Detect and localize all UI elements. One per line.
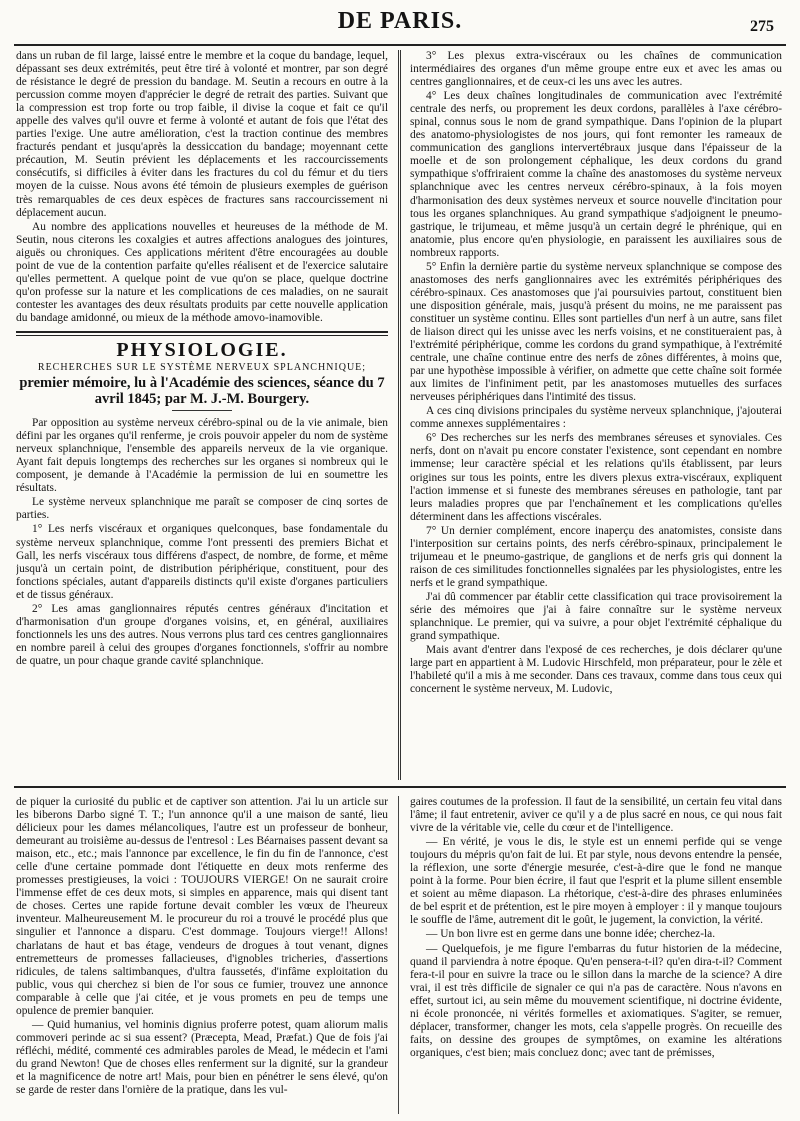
column-1 (16, 50, 388, 778)
paragraph: — Quid humanius, vel hominis dignius proferre potest, quam aliorum malis commoveri perinde ac si sua essent? (Præcepta, Mead, Præfat.) Que de fois j'ai réfléchi, médité, commenté ces admirables paroles de Mead, le médecin et l'ami du grand Newton! Que de choses elles renferment sur la dignité, sur la grandeur et la magnificence de notre art! Mais, pour bien en pénétrer le sens élevé, qu'on se garde de rester dans l'ornière de la pratique, dans les vul- (16, 1018, 388, 1097)
paragraph: gaires coutumes de la profession. Il faut de la sensibilité, un certain feu vital dans l'âme; il faut entretenir, aviver ce qu'il y a de plus sacré en nous, ce qui nous fait vivre de la véritable vie, celle du cœur et de l'intelligence. (410, 796, 782, 835)
header-rule (14, 44, 786, 46)
feuilleton-separator (398, 796, 399, 1114)
section-divider (16, 331, 388, 336)
paragraph: 3° Les plexus extra-viscéraux ou les chaînes de communication intermédiaires des organes d'un même groupe entre eux et avec les amas ou centres ganglionnaires, et de ceux-ci les uns avec les autres. (410, 50, 782, 89)
paragraph: — Un bon livre est en germe dans une bonne idée; cherchez-la. (426, 928, 716, 941)
paragraph: — En vérité, je vous le dis, le style est un ennemi perfide qui se venge toujours du mépris qu'on fait de lui. Et par style, nous devons entendre la pensée, la réflexion, une sorte d'énergie mesurée, c'est-à-dire que le fond ne manque point à la forme. Pour bien écrire, il faut que l'esprit et la plume sillent ensemble et soient au même diapason. La rhétorique, c'est-à-dire des phrases enluminées de bel esprit et de prétention, est le pire moyen à employer : il y manque toujours le souffle de l'âme, autrement dit le goût, le jugement, la conviction, la vérité. (410, 836, 782, 927)
paragraph: Mais avant d'entrer dans l'exposé de ces recherches, je dois déclarer qu'une large part en appartient à M. Ludovic Hirschfeld, mon préparateur, pour le zèle et l'habileté qu'il a mis à me seconder. Dans ces travaux, comme dans tous ceux qui concernent le système nerveux, M. Ludovic, (410, 644, 782, 696)
masthead: DE PARIS. (337, 8, 463, 34)
paragraph: Au nombre des applications nouvelles et heureuses de la méthode de M. Seutin, nous citerons les coxalgies et autres affections analogues des jointures, aiguës ou chroniques. Ces applications méritent d'être encouragées au double point de vue de la contention parfaite qu'elles réalisent et de l'exercice salutaire qu'elles permettent. A quelque point de vue qu'on se place, quelque doctrine qu'on professe sur la nature et les complications de ces maladies, on ne saurait contester les avantages des deux résultats produits par cette nouvelle application du bandage amidonné, ou mieux de la méthode amovo-inamovible. (16, 220, 388, 324)
feuilleton-column-2 (410, 796, 782, 1112)
paragraph: dans un ruban de fil large, laissé entre le membre et la coque du bandage, lequel, dépassant ses deux extrémités, peut être tiré à volonté et montrer, par son degré de résistance le degré de pression du bandage. M. Seutin a recours en outre à la percussion comme moyen d'apprécier le degré de retrait des parties. Suivant que la compression est trop forte ou trop faible, il divise la coque et fait ce qu'il appelle des valves qu'il ouvre et ferme à volonté et autant de fois que l'état des parties l'exige. Une autre amélioration, c'est la traction continue des membres fracturés pendant et jusqu'après la dessiccation du bandage; moyennant cette précaution, M. Seutin prévient les déplacements et les raccourcissements consécutifs, si difficiles à éviter dans les fractures du col du fémur et du tiers moyen de la cuisse. Nous avons été témoin de plusieurs exemples de guérison très remarquables de ces deux espèces de fractures sans raccourcissement ni déplacement aucun. (16, 50, 388, 219)
article-title: premier mémoire, lu à l'Académie des sciences, séance du 7 avril 1845; par M. J.-M. Bourgery. (19, 375, 385, 408)
paragraph: 6° Des recherches sur les nerfs des membranes séreuses et synoviales. Ces nerfs, dont on n'avait pu encore constater l'existence, sont cependant en nombre immense; leur caractère spécial et les relations qu'ils établissent, par leurs origines sur tous les points, entre les divers plexus extra-viscéraux, expliquent l'action immense et si funeste des membranes séreuses en pathologie, tant par leurs maladies propres que par l'enchaînement et les complications qu'elles déterminent dans les affections viscérales. (410, 432, 782, 523)
paragraph: Par opposition au système nerveux cérébro-spinal ou de la vie animale, bien défini par les organes qu'il renferme, je crois pouvoir appeler du nom de système nerveux splanchnique, l'ensemble des appareils nerveux de la vie organique. Ayant fait depuis longtemps des recherches sur les organes si nombreux qui le composent, je demande à l'Académie la permission de lui en soumettre les résultats. (16, 417, 388, 495)
paragraph: 2° Les amas ganglionnaires réputés centres généraux d'incitation et d'harmonisation d'un groupe d'organes voisins, et, en général, auxiliaires fonctionnels les uns des autres. Nous verrons plus tard ces centres ganglionnaires en nombre pareil à celui des groupes d'organes fonctionnels, s'offrir au nombre de quatre, un pour chaque grande cavité splanchnique. (16, 602, 388, 667)
feuilleton-rule (14, 786, 786, 788)
article-subtitle: RECHERCHES SUR LE SYSTÈME NERVEUX SPLANCHNIQUE; (37, 362, 367, 374)
paragraph: 7° Un dernier complément, encore inaperçu des anatomistes, consiste dans l'interposition sur certains points, des nerfs cérébro-spinaux, principalement le trijumeau et le pneumo-gastrique, de ganglions et de nerfs gris qui donnent la raison de ces similitudes fonctionnelles signalées par les physiologistes, entre les nerfs et le grand sympathique. (410, 524, 782, 589)
paragraph: 4° Les deux chaînes longitudinales de communication avec l'extrémité centrale des nerfs, ou proprement les deux cordons, parallèles à l'axe cérébro-spinal, connus sous le nom de grand sympathique. Dans l'opinion de la plupart des anatomo-physiologistes de nos jours, qui font remonter les rameaux de communication des ganglions intervertébraux jusque dans l'épaisseur de la moelle et de son prolongement céphalique, les deux cordons du grand sympathique s'offriraient comme la chaîne des anastomoses du système nerveux splanchnique avec les centres nerveux cérébro-spinaux, à la fois moyen d'harmonisation des deux systèmes nerveux et source nouvelle d'incitation pour tous les organes splanchniques. Au grand sympathique s'adjoignent le pneumo-gastrique, le trijumeau, et même jusqu'à un certain degré le phrénique, qui en anatomie, plus encore qu'en physiologie, en paraissent les auxiliaires sous de nombreux rapports. (410, 90, 782, 259)
feuilleton-column-1 (16, 796, 388, 1112)
paragraph: 1° Les nerfs viscéraux et organiques quelconques, base fondamentale du système nerveux splanchnique, comme l'ont pressenti des premiers Bichat et Gall, les nerfs viscéraux tous différens d'aspect, de nombre, de forme, et même jusqu'à un certain point, de distribution périphérique, constituent, pour des fonctions spéciales, autant d'appareils distincts qu'il existe d'organes particuliers et de tissus généraux. (16, 523, 388, 601)
paragraph: de piquer la curiosité du public et de captiver son attention. J'ai lu un article sur les biberons Darbo signé T. T.; l'un annonce qu'il a une maison de santé, lieu délicieux pour les dames mélancoliques, l'autre est un professeur de bonheur, demeurant au troisième au-dessus de l'entresol : Les Béarnaises passent devant sa maison, etc., etc.; mais l'annonce par excellence, le fin du fin de l'annonce, c'est celle d'une certaine pommade dont l'étiquette en deux mots renferme des promesses prestigieuses, la voici : TOUJOURS VIERGE! On ne saurait croire l'immense effet de ces deux mots, si simples en apparence, mais qui disent tant de choses. Certes une rapide fortune devait combler les vœux de l'heureux inventeur. Malheureusement M. le procureur du roi a trouvé le procédé plus que singulier et l'annonce a disparu. C'est dommage. Toujours vierge!! Allons! charlatans de haut et bas étage, vendeurs de drogues à tout venant, dignes entremetteurs de promesses fallacieuses, d'ignobles tricheries, d'assertions ridicules, de talens saltimbanques, d'ultra faussetés, d'infâme exploitation du public, vous qui cherchez si bien de l'or sous ce fumier, trouvez une annonce comparable à celle que j'ai citée, et je vous promets en peu de temps une opulence de premier banquier. (16, 796, 388, 1017)
paragraph: 5° Enfin la dernière partie du système nerveux splanchnique se compose des anastomoses des nerfs ganglionnaires avec les extrémités périphériques des cérébro-spinaux. Ces anastomoses que j'ai poursuivies partout, constituent bien une disposition générale, mais, jusqu'à présent du moins, ne me paraissent pas constituer un système continu. Elles sont partielles d'un nerf à un autre, sans filet de liaison direct qui les unisse avec les nerfs voisins, et ne constitueraient pas, à l'extrémité périphérique, comme les cordons du grand sympathique, à l'extrémité centrale, une chaîne continue entre des nerfs de zônes différentes, à moins que, par une hypothèse impossible à vérifier, on admette que cette chaîne soit formée aux limites de l'infiniment petit, par les anastomoses mutuelles des surfaces nerveuses périphériques dans l'intimité des tissus. (410, 260, 782, 404)
paragraph: J'ai dû commencer par établir cette classification qui trace provisoirement la série des mémoires que j'ai à faire connaître sur le système nerveux splanchnique. Le premier, qui va suivre, a pour objet l'extrémité céphalique du grand sympathique. (410, 590, 782, 643)
page-number: 275 (750, 18, 774, 35)
column-separator (398, 50, 401, 780)
paragraph: Le système nerveux splanchnique me paraît se composer de cinq sortes de parties. (16, 496, 388, 522)
column-2 (410, 50, 782, 778)
paragraph: — Quelquefois, je me figure l'embarras du futur historien de la médecine, quand il parviendra à notre époque. Qu'en pensera-t-il? qu'en dira-t-il? Comment fera-t-il pour en suivre la trace ou le sillon dans la marche de la science? A dire vrai, il est très difficile de signaler ce qui n'a pas de caractère. Nous n'avons en effet, surtout ici, au sein même du mouvement scientifique, ni doctrine évidente, ni école prononcée, ni vérités formelles et axiomatiques. S'agiter, se remuer, déplacer, transformer, changer les mots, cela s'appelle progrès. On recueille des faits, on dessine des groupes de symptômes, on examine les altérations organiques, c'est bien; mais concluez donc; avec tant de prémisses, (410, 942, 782, 1059)
page-header (0, 4, 800, 44)
section-heading: PHYSIOLOGIE. (116, 338, 288, 361)
title-rule (172, 410, 232, 411)
paragraph: A ces cinq divisions principales du système nerveux splanchnique, j'ajouterai comme annexes supplémentaires : (410, 405, 782, 431)
